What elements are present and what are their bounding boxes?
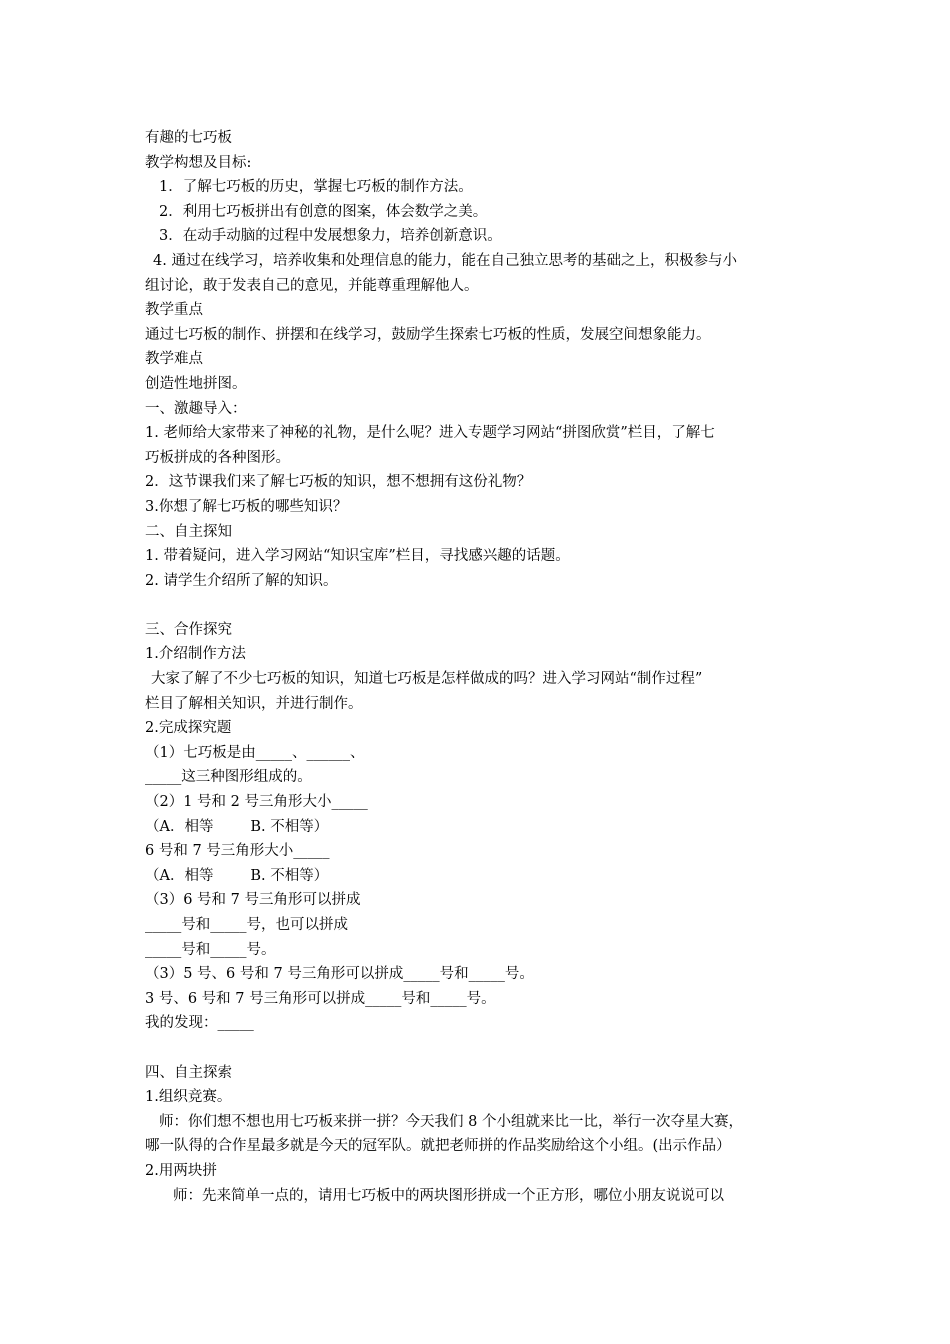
question-3-line-2: _____号和_____号，也可以拼成 xyxy=(145,917,348,933)
section-2-item-2: 2. 请学生介绍所了解的知识。 xyxy=(145,572,338,589)
blank-line xyxy=(145,1036,815,1061)
question-3-line-1: （3）6 号和 7 号三角形可以拼成 xyxy=(145,892,361,909)
section-1-item-1-line-1: 1. 老师给大家带来了神秘的礼物，是什么呢？进入专题学习网站“拼图欣赏”栏目，了解七 xyxy=(145,425,715,442)
focus-text: 通过七巧板的制作、拼摆和在线学习，鼓励学生探索七巧板的性质，发展空间想象能力。 xyxy=(145,326,711,343)
section-3-sub-1: 1.介绍制作方法 xyxy=(145,646,246,663)
blank-line xyxy=(145,593,815,618)
goal-item-4-line-1: 4. 通过在线学习，培养收集和处理信息的能力，能在自己独立思考的基础之上，积极参与小 xyxy=(153,252,737,269)
section-3-sub-1-line-1: 大家了解了不少七巧板的知识，知道七巧板是怎样做成的吗？进入学习网站“制作过程” xyxy=(151,671,703,688)
section-1-item-1-line-2: 巧板拼成的各种图形。 xyxy=(145,449,290,466)
difficulty-text: 创造性地拼图。 xyxy=(145,375,247,392)
goal-item-4-line-2: 组讨论，敢于发表自己的意见，并能尊重理解他人。 xyxy=(145,277,479,294)
teacher-speech-1-line-1: 师：你们想不想也用七巧板来拼一拼？今天我们 8 个小组就来比一比，举行一次夺星大赛， xyxy=(159,1113,743,1130)
teacher-speech-1-line-2: 哪一队得的合作星最多就是今天的冠军队。就把老师拼的作品奖励给这个小组。(出示作品） xyxy=(145,1138,731,1155)
document-page xyxy=(145,126,815,1208)
question-1-line-1: （1）七巧板是由_____、______、 xyxy=(145,744,365,761)
teacher-speech-2-line-1: 师：先来简单一点的，请用七巧板中的两块图形拼成一个正方形，哪位小朋友说说可以 xyxy=(173,1187,724,1204)
focus-heading: 教学重点 xyxy=(145,302,203,319)
difficulty-heading: 教学难点 xyxy=(145,351,203,368)
question-3-line-3: _____号和_____号。 xyxy=(145,941,276,958)
section-3-sub-2: 2.完成探究题 xyxy=(145,720,232,737)
goal-item-2: 2．利用七巧板拼出有创意的图案，体会数学之美。 xyxy=(159,203,488,220)
section-1-heading: 一、激趣导入： xyxy=(145,400,247,417)
section-2-item-1: 1. 带着疑问，进入学习网站“知识宝库”栏目，寻找感兴趣的话题。 xyxy=(145,548,570,565)
goal-item-1: 1．了解七巧板的历史，掌握七巧板的制作方法。 xyxy=(159,179,473,196)
my-finding: 我的发现：_____ xyxy=(145,1015,254,1032)
goals-heading: 教学构想及目标: xyxy=(145,154,252,171)
question-4-line-1: （3）5 号、6 号和 7 号三角形可以拼成_____号和_____号。 xyxy=(145,966,534,983)
question-2-options: （A．相等 B. 不相等） xyxy=(145,818,329,835)
goal-item-3: 3．在动手动脑的过程中发展想象力，培养创新意识。 xyxy=(159,228,502,245)
section-1-item-3: 3.你想了解七巧板的哪些知识？ xyxy=(145,498,348,515)
section-2-heading: 二、自主探知 xyxy=(145,523,232,540)
question-1-line-2: _____这三种图形组成的。 xyxy=(145,769,312,786)
question-4-line-2: 3 号、6 号和 7 号三角形可以拼成_____号和_____号。 xyxy=(145,990,496,1007)
section-4-sub-2: 2.用两块拼 xyxy=(145,1162,217,1179)
question-2-options-2: （A．相等 B. 不相等） xyxy=(145,867,329,884)
question-2-line-1: （2）1 号和 2 号三角形大小_____ xyxy=(145,794,368,811)
section-4-heading: 四、自主探索 xyxy=(145,1064,232,1081)
section-4-sub-1: 1.组织竞赛。 xyxy=(145,1089,232,1106)
question-2-line-2: 6 号和 7 号三角形大小_____ xyxy=(145,843,330,860)
section-3-heading: 三、合作探究 xyxy=(145,621,232,638)
section-1-item-2: 2．这节课我们来了解七巧板的知识，想不想拥有这份礼物？ xyxy=(145,474,532,491)
document-title: 有趣的七巧板 xyxy=(145,130,232,146)
section-3-sub-1-line-2: 栏目了解相关知识，并进行制作。 xyxy=(145,695,363,712)
